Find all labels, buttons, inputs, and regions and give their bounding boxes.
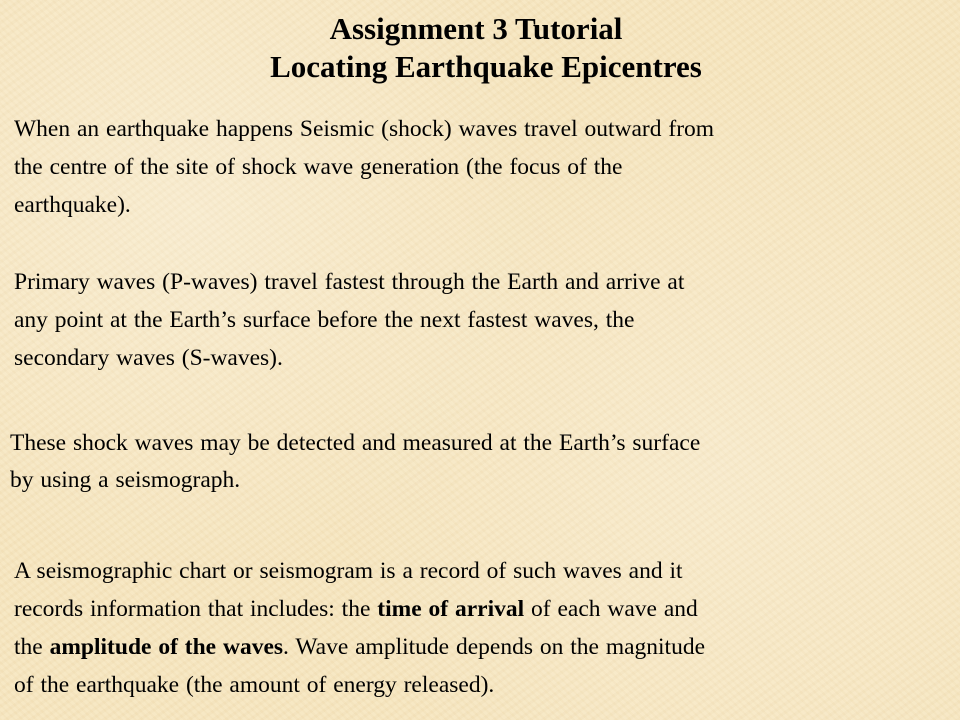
bold-term-time-of-arrival: time of arrival [377,596,525,622]
paragraph-line [14,590,949,628]
paragraph-earthquake-intro [14,110,959,224]
paragraph-seismogram [14,552,949,704]
text-run: . Wave amplitude depends on the magnitude [283,634,706,660]
bold-term-amplitude: amplitude of the waves [49,634,284,660]
slide-title [0,10,960,86]
paragraph-primary-waves [14,263,949,377]
title-line-1: Assignment 3 Tutorial [329,11,623,46]
paragraph-line: the centre of the site of shock wave generation (the focus of the [14,154,623,180]
paragraph-line: of the earthquake (the amount of energy released). [14,672,495,698]
paragraph-line: When an earthquake happens Seismic (shock) waves travel outward from [14,116,715,142]
paragraph-line: A seismographic chart or seismogram is a record of such waves and it [14,558,683,584]
paragraph-line [14,628,949,666]
paragraph-line: by using a seismograph. [10,467,241,493]
text-run: of each wave and [524,596,698,622]
paragraph-line: These shock waves may be detected and measured at the Earth’s surface [10,430,701,456]
paragraph-line: earthquake). [14,192,131,218]
paragraph-seismograph [10,425,950,499]
text-run: records information that includes: the [14,596,378,622]
paragraph-line: any point at the Earth’s surface before the next fastest waves, the [14,307,635,333]
paragraph-line: Primary waves (P-waves) travel fastest through the Earth and arrive at [14,269,685,295]
paragraph-line: secondary waves (S-waves). [14,345,283,371]
text-run: the [14,634,50,660]
title-line-2: Locating Earthquake Epicentres [270,49,702,84]
